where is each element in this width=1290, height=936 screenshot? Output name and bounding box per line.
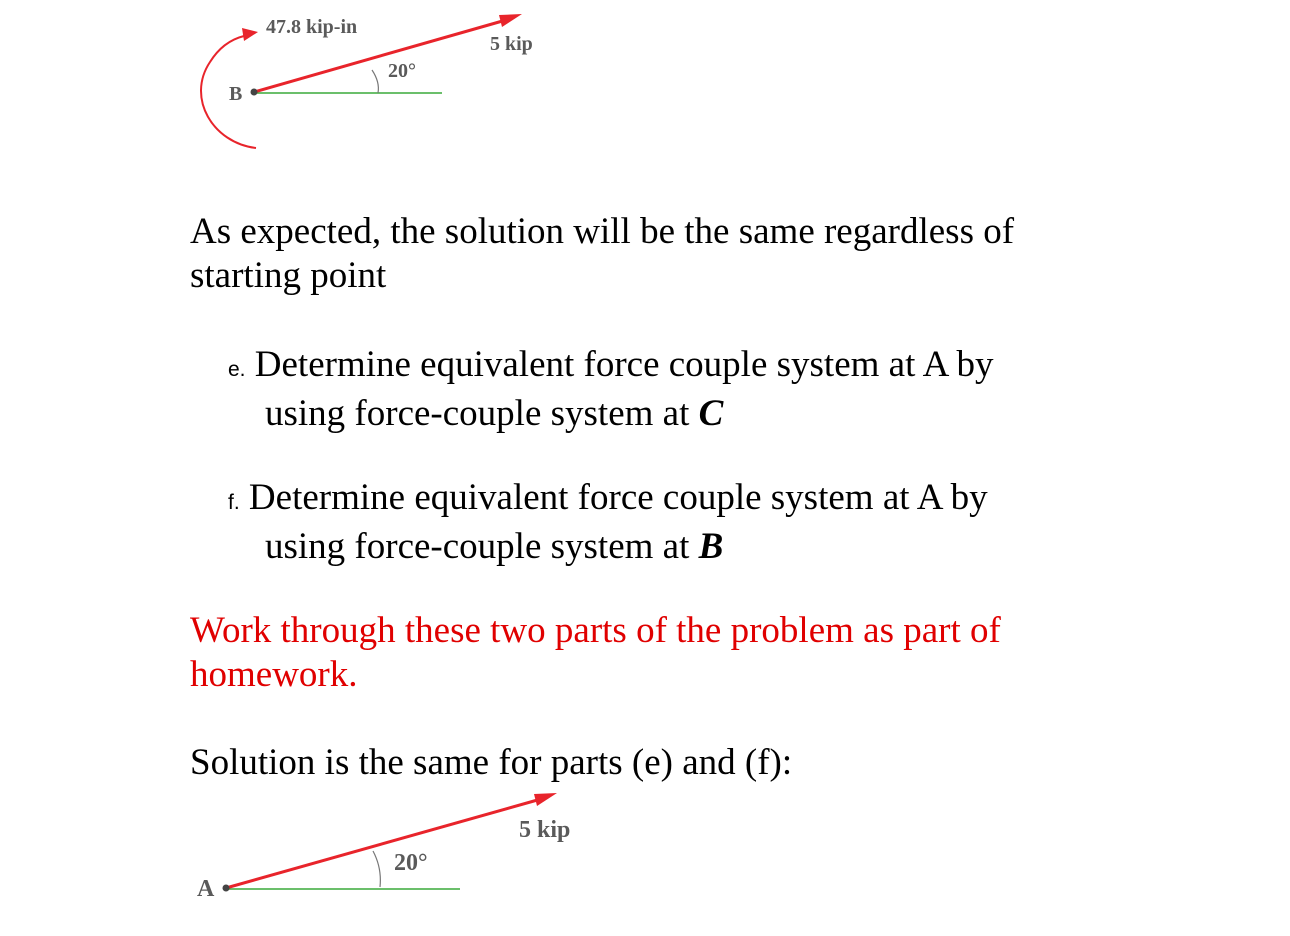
solution-text: Solution is the same for parts (e) and (f): bbox=[190, 742, 793, 783]
intro-line-1: As expected, the solution will be the same regardless of bbox=[190, 211, 1015, 252]
list-item-f-text: Determine equivalent force couple system at A by bbox=[248, 477, 988, 518]
list-item-e-prefix: using force-couple system at bbox=[265, 393, 699, 434]
list-marker-f: f. bbox=[228, 491, 240, 514]
list-item-f-prefix: using force-couple system at bbox=[265, 526, 699, 567]
point-label-a: A bbox=[197, 876, 215, 902]
force-arrow-a bbox=[226, 799, 541, 888]
point-a-dot bbox=[223, 885, 230, 892]
angle-label-a: 20° bbox=[394, 850, 428, 876]
list-item-e-emphasis: C bbox=[698, 393, 724, 434]
homework-note-line-2: homework. bbox=[190, 654, 358, 695]
list-item-f-emphasis: B bbox=[698, 526, 724, 567]
angle-label-b: 20° bbox=[388, 60, 416, 82]
point-label-b: B bbox=[229, 83, 243, 105]
moment-label: 47.8 kip-in bbox=[266, 16, 358, 38]
list-marker-e: e. bbox=[228, 358, 246, 381]
angle-arc-a bbox=[373, 851, 380, 887]
force-label-a: 5 kip bbox=[519, 817, 571, 843]
force-label-b: 5 kip bbox=[490, 33, 533, 55]
list-item-e-text: Determine equivalent force couple system at A by bbox=[254, 344, 994, 385]
homework-note-line-1: Work through these two parts of the problem as part of bbox=[190, 610, 1001, 651]
intro-line-2: starting point bbox=[190, 255, 387, 296]
force-arrowhead-a bbox=[534, 793, 557, 806]
